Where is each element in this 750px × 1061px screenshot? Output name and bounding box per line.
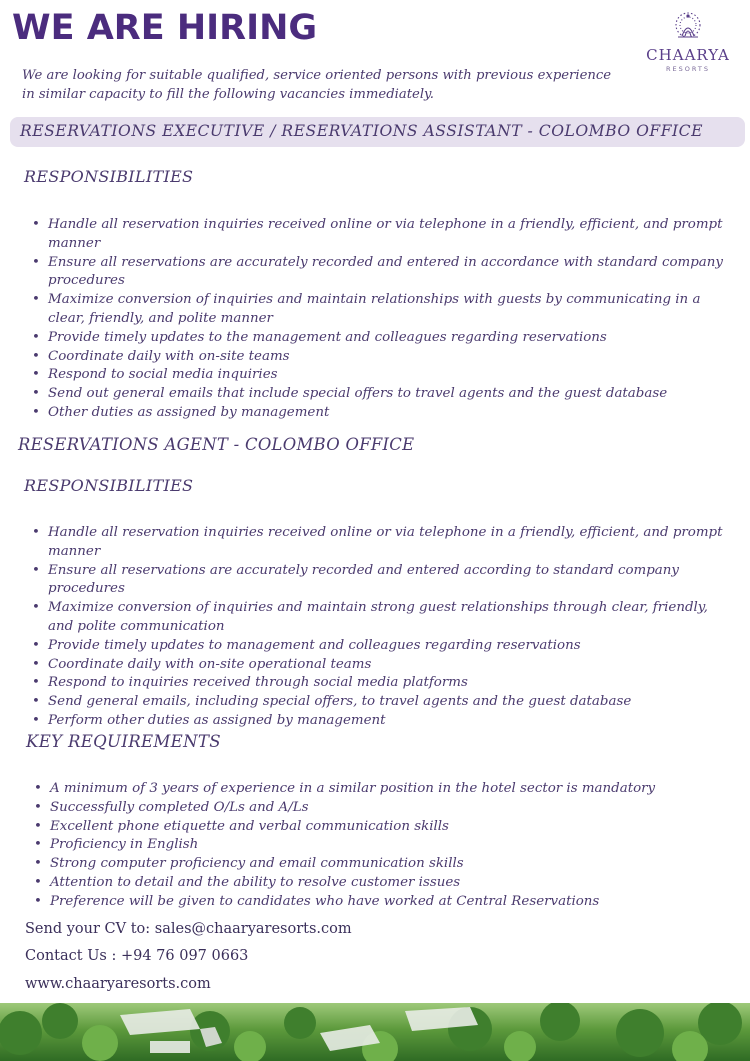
list-item: • Coordinate daily with on-site teams — [26, 348, 726, 367]
position1-banner — [10, 117, 745, 147]
list-item: • Successfully completed O/Ls and A/Ls — [28, 799, 728, 818]
list-item: • Excellent phone etiquette and verbal communication skills — [28, 818, 728, 837]
footer-foliage-image — [0, 1003, 750, 1061]
list-item: • Respond to social media inquiries — [26, 366, 726, 385]
logo-name: CHAARYA — [646, 46, 730, 64]
list-item: • Other duties as assigned by management — [26, 404, 726, 423]
list-item: • Handle all reservation inquiries received online or via telephone in a friendly, efficient, and prompt manner — [26, 216, 726, 254]
position2-title: RESERVATIONS AGENT - COLOMBO OFFICE — [18, 435, 415, 454]
requirements-heading: KEY REQUIREMENTS — [26, 732, 221, 751]
company-logo — [638, 10, 738, 73]
list-item: • Perform other duties as assigned by management — [26, 712, 726, 731]
list-item: • Send general emails, including special offers, to travel agents and the guest database — [26, 693, 726, 712]
contact-phone-line[interactable]: Contact Us : +94 76 097 0663 — [25, 948, 249, 964]
list-item: • Proficiency in English — [28, 836, 728, 855]
list-item: • A minimum of 3 years of experience in a similar position in the hotel sector is mandatory — [28, 780, 728, 799]
list-item: • Provide timely updates to the management and colleagues regarding reservations — [26, 329, 726, 348]
list-item: • Send out general emails that include special offers to travel agents and the guest database — [26, 385, 726, 404]
list-item: • Attention to detail and the ability to resolve customer issues — [28, 874, 728, 893]
page-title: WE ARE HIRING — [12, 8, 318, 48]
logo-subtitle: RESORTS — [665, 65, 710, 73]
lotus-emblem-icon — [668, 10, 708, 44]
list-item: • Ensure all reservations are accurately recorded and entered according to standard company procedures — [26, 562, 726, 600]
list-item: • Strong computer proficiency and email communication skills — [28, 855, 728, 874]
list-item: • Handle all reservation inquiries received online or via telephone in a friendly, efficient, and prompt manner — [26, 524, 726, 562]
cv-email-line[interactable]: Send your CV to: sales@chaaryaresorts.com — [25, 921, 352, 937]
list-item: • Ensure all reservations are accurately recorded and entered in accordance with standard company procedures — [26, 254, 726, 292]
list-item: • Maximize conversion of inquiries and maintain strong guest relationships through clear, friendly, and polite communication — [26, 599, 726, 637]
position1-responsibilities-list — [26, 216, 726, 423]
resort-aerial-photo — [0, 1003, 750, 1061]
website-link[interactable]: www.chaaryaresorts.com — [25, 976, 211, 992]
position2-responsibilities-heading: RESPONSIBILITIES — [24, 476, 194, 495]
list-item: • Provide timely updates to management and colleagues regarding reservations — [26, 637, 726, 656]
position2-responsibilities-list — [26, 524, 726, 731]
list-item: • Maximize conversion of inquiries and maintain relationships with guests by communicating in a clear, friendly, and polite manner — [26, 291, 726, 329]
intro-text: We are looking for suitable qualified, service oriented persons with previous experience in similar capacity to fill the following vacancies immediately. — [22, 68, 612, 102]
list-item: • Coordinate daily with on-site operational teams — [26, 656, 726, 675]
list-item: • Preference will be given to candidates who have worked at Central Reservations — [28, 893, 728, 912]
requirements-list — [28, 780, 728, 912]
position1-responsibilities-heading: RESPONSIBILITIES — [24, 167, 194, 186]
position1-title: RESERVATIONS EXECUTIVE / RESERVATIONS ASSISTANT - COLOMBO OFFICE — [20, 122, 703, 140]
list-item: • Respond to inquiries received through social media platforms — [26, 674, 726, 693]
